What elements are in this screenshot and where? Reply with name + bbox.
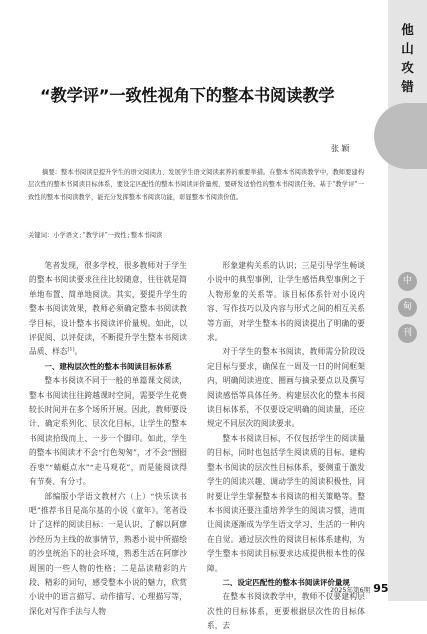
article-title: “教学评”一致性视角下的整本书阅读教学	[40, 86, 335, 105]
abstract	[28, 167, 364, 204]
body-column-right	[207, 259, 365, 634]
journal-name-char: 甸	[398, 298, 417, 317]
body-paragraph: 部编版小学语文教材六（上）“快乐读书吧”推荐书目是高尔基的小说《童年》。笔者设计了这样的阅读目标：一是认识、了解以阿廖沙经历为主线的故事情节，熟悉小说中所描绘的沙皇统治下的社会环境，熟悉生活在阿廖沙周围的一些人物的性格；二是品读精彩的片段、精彩的词句，感受整本小说的魅力，欣赏小说中的语言描写、动作描写、心理描写等，深化对写作手法与人物	[29, 491, 187, 616]
keywords	[28, 230, 364, 239]
section-heading: 一、建构层次性的整本书阅读目标体系	[44, 361, 172, 371]
keyword-separator: ;	[79, 232, 82, 239]
body-paragraph: 整本书阅读目标，不仅包括学生的阅读量的目标，同时也包括学生阅读质的目标。建构整本书阅读的层次性目标体系，要侧重于激发学生的阅读兴趣、调动学生的阅读积极性，同时要让学生掌握整本书阅读的相关策略等。整本书阅读还要注重培养学生的阅读习惯，进而让阅读逐渐成为学生语文学习、生活的一种内在自觉。通过层次性的阅读目标体系建构，为学生整本书阅读目标要求达成提供根本性的保障。	[207, 433, 365, 573]
journal-name-char: 中	[398, 272, 417, 291]
body-paragraph: 整本书阅读不同于一般的单篇课文阅读，整本书阅读往往跨越课时空间，需要学生花费较长时间并在多个场所开展。因此，教师要设计、确定系列化、层次化目标，让学生的整本书阅读拾级而上、一步一个脚印。如此，学生的整本书阅读才不会“行色匆匆”，才不会“囫囵吞枣”“蜻蜓点水”“走马观花”，而是能阅读得有节奏、有分寸。	[29, 376, 187, 487]
abstract-text: 整本书阅读是提升学生的语文阅读力、发展学生语文阅读素养的重要举措。在整本书阅读教学中，教师要建构层次性的整本书阅读目标体系，要设定匹配性的整本书阅读评价量规，要研发适恰性的整本书阅读任务。基于“教学评”一致性的整本书阅读教学，能充分发挥整本书阅读功能，彰显整本书阅读价值。	[28, 169, 365, 201]
column-name-char: 山	[401, 41, 414, 56]
abstract-label: 摘要：	[42, 169, 61, 176]
body-column-left	[29, 259, 187, 619]
journal-name	[392, 272, 423, 350]
journal-name-char: 刊	[398, 324, 417, 343]
article-author: 张 颖	[331, 144, 350, 153]
body-paragraph: 对于学生的整本书阅读，教师需分阶段设定目标与要求，确保在一周及一日的时间框架内，明确阅读进度、圈画与摘录要点以及撰写阅读感悟等具体任务。构建层次化的整本书阅读目标体系，不仅要设定明确的阅读量，还应规定不同层次的阅读要求。	[207, 347, 365, 429]
section-heading: 二、设定匹配性的整本书阅读评价量规	[222, 577, 350, 587]
page-footer	[330, 582, 389, 595]
keyword: “教学评”一致性	[82, 232, 127, 239]
side-tab-marker	[374, 103, 427, 169]
keyword: 小学语文	[53, 232, 79, 239]
column-name	[392, 20, 423, 96]
column-name-char: 错	[401, 79, 414, 94]
keyword-separator: ;	[127, 232, 130, 239]
keywords-label: 关键词：	[28, 232, 54, 239]
column-name-char: 他	[401, 22, 414, 37]
issue-label: 2025年第6期	[330, 586, 371, 594]
keyword: 整本书阅读	[130, 232, 163, 239]
body-paragraph: 笔者发现，很多学校、很多教师对于学生的整本书阅读要求往往比较随意，往往就是简单地布置、简单地阅读。其实，要提升学生的整本书阅读效果，教师必须确定整本书阅读教学目标，设计整本书阅读评价量规。如此，以评促阅、以评促读，不断提升学生整本书阅读品质、样态[1]。	[29, 261, 187, 357]
page-number: 95	[373, 582, 389, 595]
body-paragraph: 在整本书阅读教学中，教师不仅要建构层次性的目标体系，更要根据层次性的目标体系，去	[207, 592, 365, 631]
column-name-char: 攻	[401, 60, 414, 75]
body-paragraph: 形象建构关系的认识；三是引导学生畅谈小说中的典型事例，让学生感悟典型事例之于人物形象的关系等。该目标体系针对小说内容、写作技巧以及内容与形式之间的相互关系等方面，对学生整本书的阅读提出了明确的要求。	[207, 261, 365, 343]
reference-mark: [1]	[67, 346, 75, 353]
